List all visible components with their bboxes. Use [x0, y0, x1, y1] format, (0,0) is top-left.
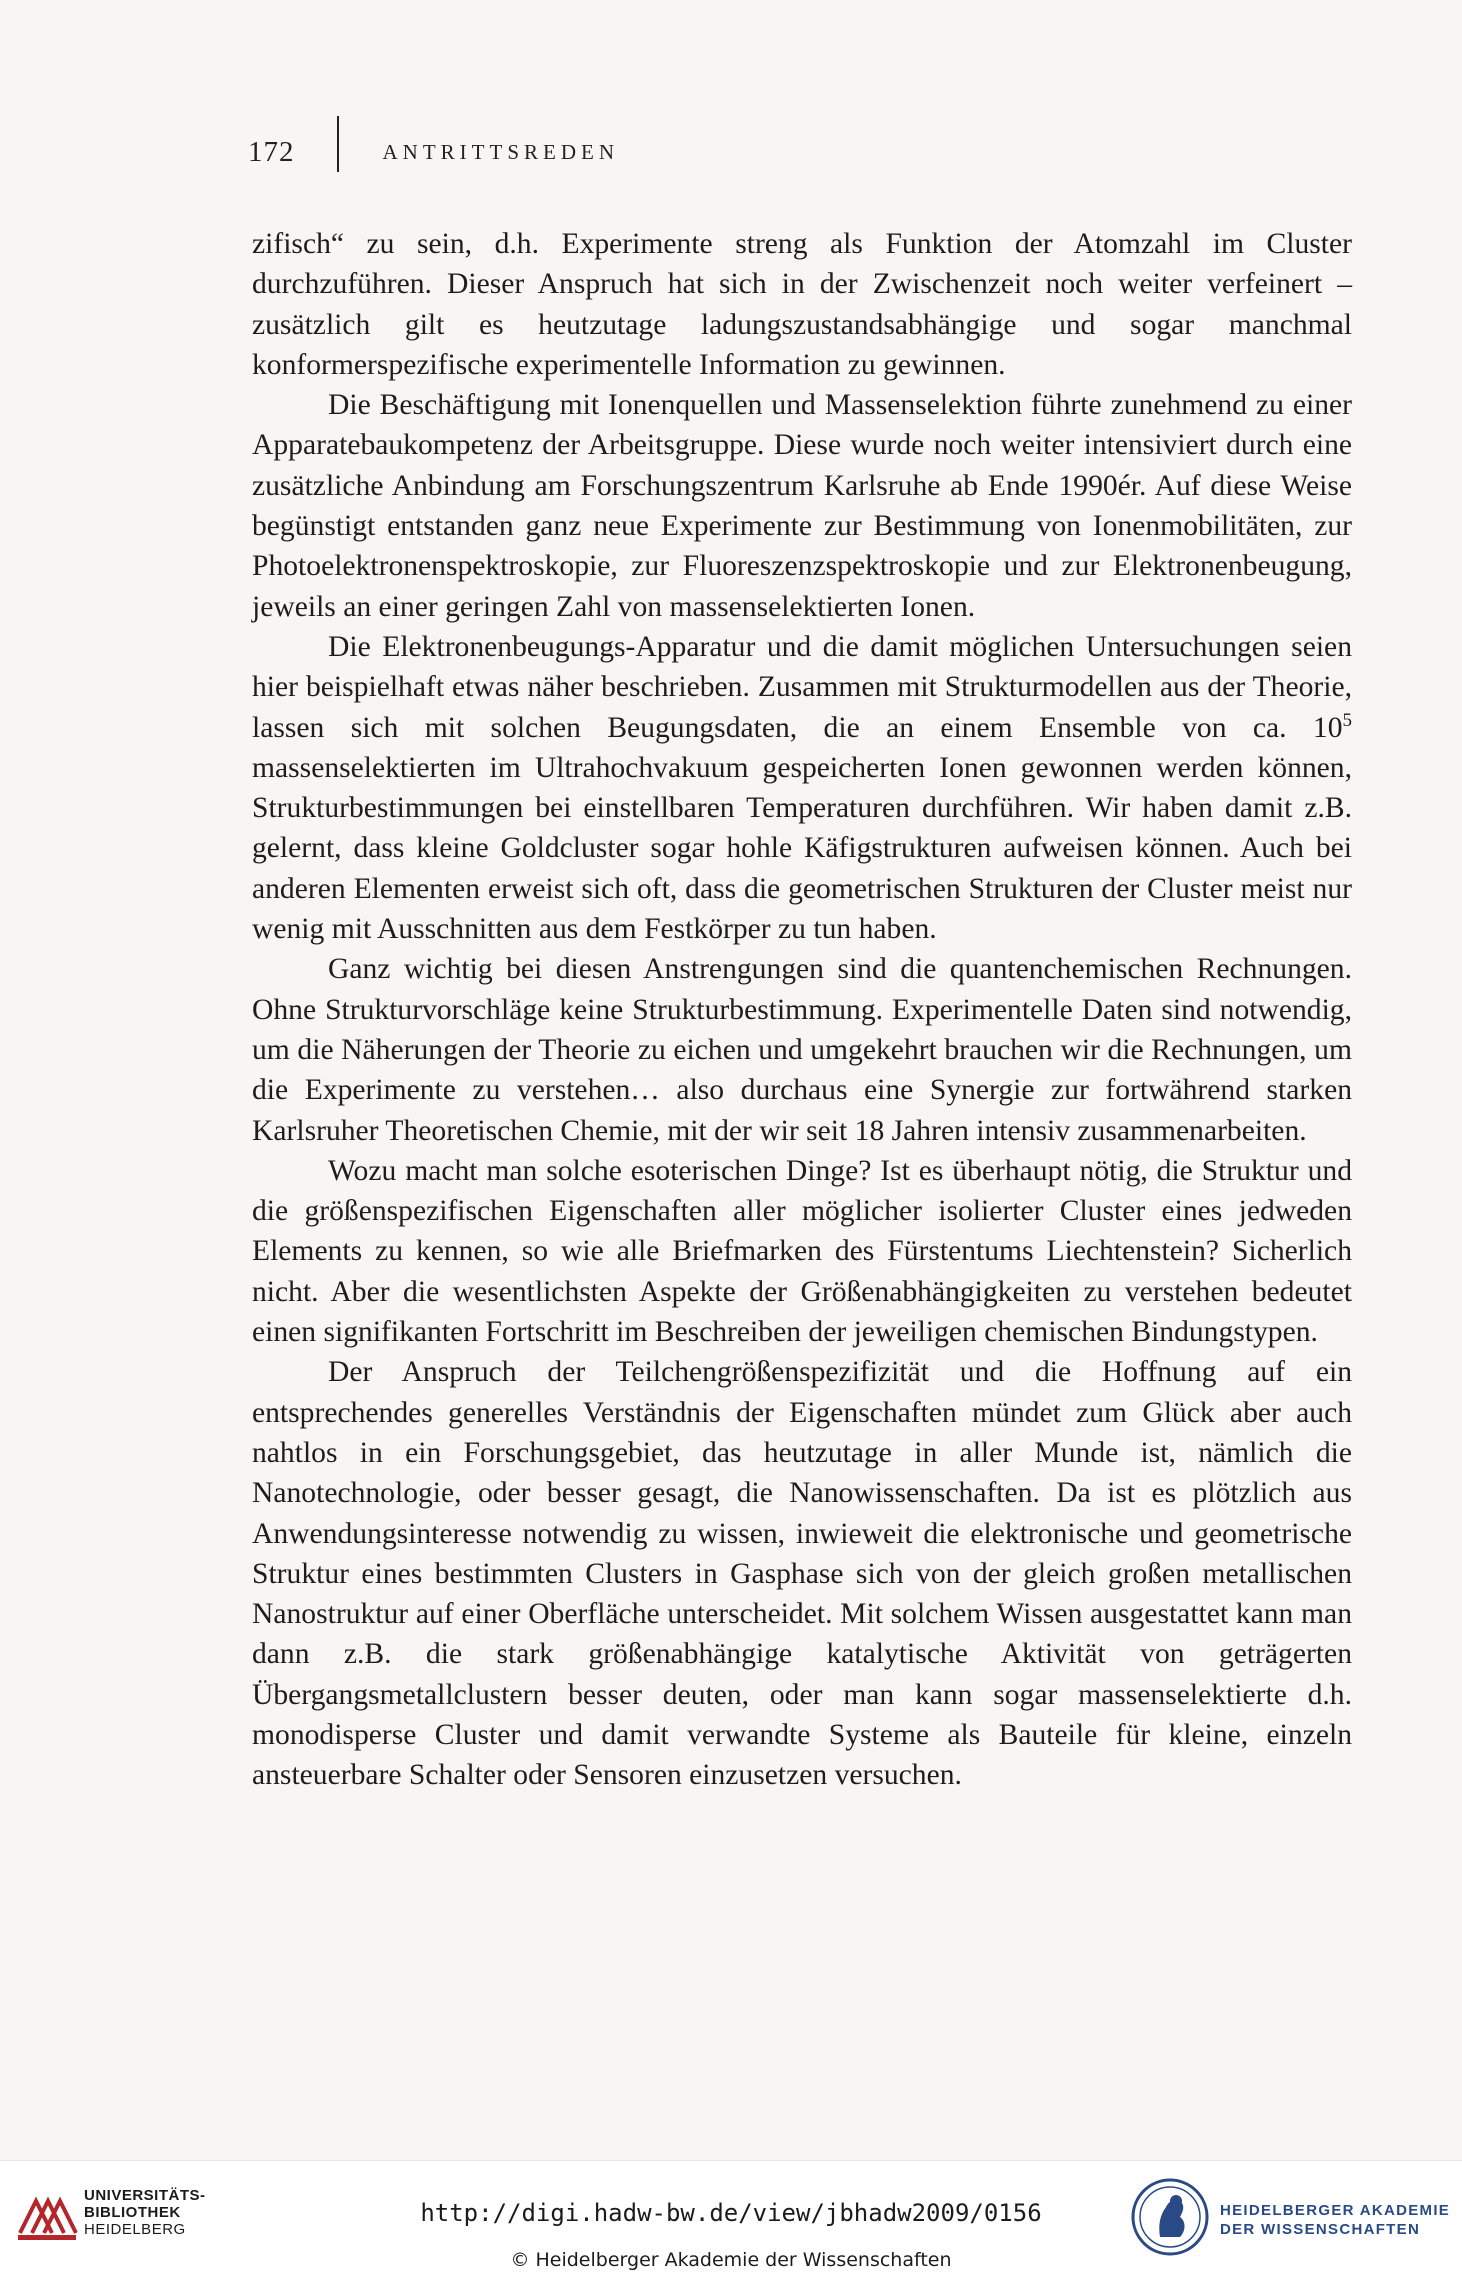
- body-text: [252, 224, 1352, 1796]
- paragraph-5: Wozu macht man solche esoterischen Dinge? Ist es überhaupt nötig, die Struktur und die größenspezifischen Eigenschaften aller möglicher isolierter Cluster eines jedweden Elements zu kennen, so wie alle Briefmarken des Fürstentums Liechtenstein? Sicherlich nicht. Aber die wesentlichsten Aspekte der Größenabhängigkeiten zu verstehen bedeutet einen signifikanten Fortschritt im Beschreiben der jeweiligen chemischen Bindungstypen.: [252, 1154, 1352, 1349]
- paragraph-3: [252, 627, 1352, 949]
- paragraph-2: Die Beschäftigung mit Ionenquellen und Massenselektion führte zunehmend zu einer Apparatebaukompetenz der Arbeitsgruppe. Diese wurde noch weiter intensiviert durch eine zusätzliche Anbindung am Forschungszentrum Karlsruhe ab Ende 1990ér. Auf diese Weise begünstigt entstanden ganz neue Experimente zur Bestimmung von Ionenmobilitäten, zur Photoelektronenspektroskopie, zur Fluoreszenzspektroskopie und zur Elektronenbeugung, jeweils an einer geringen Zahl von massenselektierten Ionen.: [252, 389, 1352, 623]
- academy-name: [1220, 2201, 1450, 2239]
- running-head: [248, 132, 619, 172]
- academy-name-line-2: DER WISSENSCHAFTEN: [1220, 2221, 1421, 2238]
- paragraph-6: Der Anspruch der Teilchengrößenspezifizität und die Hoffnung auf ein entsprechendes generelles Verständnis der Eigenschaften mündet zum Glück aber auch nahtlos in ein Forschungsgebiet, das heutzutage in aller Munde ist, nämlich die Nanotechnologie, oder besser gesagt, die Nanowissenschaften. Da ist es plötzlich aus Anwendungsinteresse notwendig zu wissen, inwieweit die elektronische und geometrische Struktur eines bestimmten Clusters in Gasphase sich von der gleich großen metallischen Nanostruktur auf einer Oberfläche unterscheidet. Mit solchem Wissen ausgestattet kann man dann z.B. die stark größenabhängige katalytische Aktivität von geträgerten Übergangsmetallclustern besser deuten, oder man kann sogar massenselektierte d.h. monodisperse Cluster und damit verwandte Systeme als Bauteile für kleine, einzeln ansteuerbare Schalter oder Sensoren einzusetzen versuchen.: [252, 1356, 1352, 1792]
- page-number: 172: [248, 135, 295, 168]
- academy-seal-icon: [1130, 2177, 1210, 2257]
- header-divider: [337, 116, 339, 172]
- copyright-notice: © Heidelberger Akademie der Wissenschaften: [510, 2249, 952, 2271]
- superscript-exponent: 5: [1342, 709, 1352, 731]
- ub-name-line-3: HEIDELBERG: [84, 2221, 186, 2238]
- academy-name-line-1: HEIDELBERGER AKADEMIE: [1220, 2202, 1451, 2219]
- ub-name-line-2: BIBLIOTHEK: [84, 2204, 181, 2221]
- source-url-link[interactable]: http://digi.hadw-bw.de/view/jbhadw2009/0156: [420, 2199, 1042, 2227]
- paragraph-4: Ganz wichtig bei diesen Anstrengungen sind die quantenchemischen Rechnungen. Ohne Strukturvorschläge keine Strukturbestimmung. Experimentelle Daten sind notwendig, um die Näherungen der Theorie zu eichen und umgekehrt brauchen wir die Rechnungen, um die Experimente zu verstehen… also durchaus eine Synergie zur fortwährend starken Karlsruher Theoretischen Chemie, mit der wir seit 18 Jahren intensiv zusammenarbeiten.: [252, 953, 1352, 1147]
- paragraph-3-text-a: Die Elektronenbeugungs-Apparatur und die damit möglichen Untersuchungen seien hier beispielhaft etwas näher beschrieben. Zusammen mit Strukturmodellen aus der Theorie, lassen sich mit solchen Beugungsdaten, die an einem Ensemble von ca. 10: [252, 630, 1352, 744]
- ub-name-line-1: UNIVERSITÄTS-: [84, 2187, 206, 2204]
- paragraph-3-text-b: massenselektierten im Ultrahochvakuum gespeicherten Ionen gewonnen werden können, Strukturbestimmungen bei einstellbaren Temperaturen durchführen. Wir haben damit z.B. gelernt, dass kleine Goldcluster sogar hohle Käfigstrukturen aufweisen können. Auch bei anderen Elementen erweist sich oft, dass die geometrischen Strukturen der Cluster meist nur wenig mit Ausschnitten aus dem Festkörper zu tun haben.: [252, 751, 1352, 946]
- footer-bar: [0, 2160, 1462, 2286]
- paragraph-1: zifisch“ zu sein, d.h. Experimente streng als Funktion der Atomzahl im Cluster durchzuführen. Dieser Anspruch hat sich in der Zwischenzeit noch weiter verfeinert – zusätzlich gilt es heutzutage ladungszustandsabhängige und sogar manchmal konformerspezifische experimentelle Information zu gewinnen.: [252, 228, 1352, 381]
- section-title: ANTRITTSREDEN: [382, 139, 619, 164]
